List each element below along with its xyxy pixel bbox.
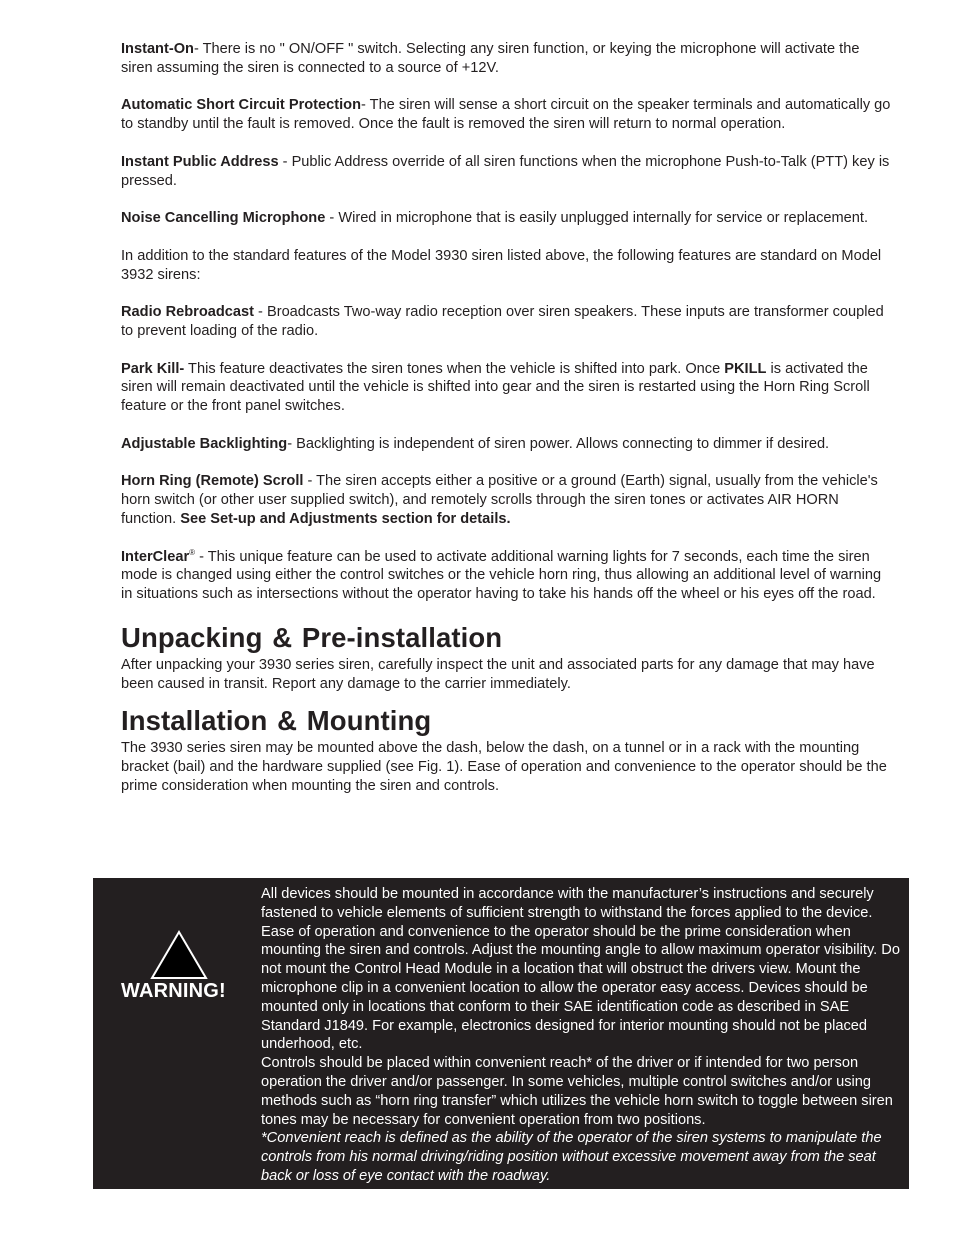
feature-term: Instant-On [121,41,194,57]
feature-text: - There is no " ON/OFF " switch. Selecting any siren function, or keying the microphone will activate the siren assuming the siren is connected to a source of +12V. [121,41,860,76]
feature-interclear [121,548,891,604]
feature-text: - This unique feature can be used to activate additional warning lights for 7 seconds, each time the siren mode is changed using either the control switches or the vehicle horn ring, thus allowing an additional level of warning in situations such as intersections without the operator having to take his hands off the wheel or his eyes off the road. [121,548,882,603]
feature-text: - Wired in microphone that is easily unplugged internally for service or replacement. [325,210,868,227]
warning-label: WARNING! [121,980,226,1002]
installation-body: The 3930 series siren may be mounted above the dash, below the dash, on a tunnel or in a rack with the mounting bracket (bail) and the hardware supplied (see Fig. 1). Ease of operation and convenience to the operator should be the prime consideration when mounting the siren and controls. [121,740,887,794]
feature-term: Instant Public Address [121,153,279,170]
warning-paragraph-controls: Controls should be placed within convenient reach* of the driver or if intended for two person operation the driver and/or passenger. In some vehicles, multiple control switches and/or using methods such as “horn ring transfer” which utilizes the vehicle horn switch to toggle between siren tones may be necessary for convenient operation from two positions. [261,1055,893,1128]
heading-installation: Installation & Mounting [121,705,432,737]
pkill-term: PKILL [724,360,767,377]
feature-term: Automatic Short Circuit Protection [121,97,361,114]
feature-term: Park Kill- [121,360,185,377]
heading-unpacking: Unpacking & Pre-installation [121,621,503,653]
feature-short-circuit [121,96,891,134]
feature-backlighting [121,435,891,454]
feature-term: InterClear [121,548,190,565]
feature-horn-ring [121,472,891,528]
feature-term: Radio Rebroadcast [121,304,254,321]
feature-text: This feature deactivates the siren tones when the vehicle is shifted into park. Once [184,360,725,377]
feature-text: - Broadcasts Two-way radio reception over siren speakers. These inputs are transformer coupled to prevent loading of the radio. [121,304,884,339]
feature-text: - The siren will sense a short circuit on the speaker terminals and automatically go to standby until the fault is removed. Once the fault is removed the siren will return to normal operation. [121,97,891,133]
see-setup-note: See Set-up and Adjustments section for details. [180,510,511,527]
warning-footnote: *Convenient reach is defined as the ability of the operator of the siren systems to manipulate the controls from his normal driving/riding position without excessive movement away from the seat back or loss of eye contact with the roadway. [261,1130,882,1184]
feature-radio-rebroadcast [121,303,891,341]
feature-text: is activated the siren will remain deactivated until the vehicle is shifted into gear and the siren is restarted using the Horn Ring Scroll feature or the front panel switches. [121,360,870,415]
feature-text: - Public Address override of all siren functions when the microphone Push-to-Talk (PTT) key is pressed. [121,153,890,189]
unpacking-body: After unpacking your 3930 series siren, carefully inspect the unit and associated parts for any damage that may have been caused in transit. Report any damage to the carrier immediately. [121,656,875,692]
document-body [121,40,891,796]
warning-text [261,885,903,1186]
feature-public-address [121,153,891,191]
registered-mark: ® [189,547,196,557]
feature-term: Horn Ring (Remote) Scroll [121,473,304,490]
feature-microphone [121,209,891,228]
feature-term: Adjustable Backlighting [121,435,288,452]
feature-term: Noise Cancelling Microphone [121,210,326,227]
feature-text: - Backlighting is independent of siren power. Allows connecting to dimmer if desired. [287,435,830,452]
warning-triangle-icon [150,930,208,980]
feature-park-kill [121,360,891,416]
feature-instant-on [121,40,891,78]
intro-3932: In addition to the standard features of the Model 3930 siren listed above, the following features are standard on Model 3932 sirens: [121,247,882,283]
feature-text: - The siren accepts either a positive or a ground (Earth) signal, usually from the vehicle's horn switch (or other user supplied switch), and remotely scrolls through the siren tones or activates AIR HORN function. [121,473,878,527]
warning-paragraph-mounting: All devices should be mounted in accordance with the manufacturer’s instructions and securely fastened to vehicle elements of sufficient strength to withstand the forces applied to the device. Ease of operation and convenience to the operator should be the prime consideration when mounting the siren and controls. Adjust the mounting angle to allow maximum operator visibility. Do not mount the Control Head Module in a location that will obstruct the drivers view. Mount the microphone clip in a convenient location to allow the operator easy access. Devices should be mounted only in locations that conform to their SAE identification code as described in SAE Standard J1849. For example, electronics designed for interior mounting should not be placed underhood, etc. [261,886,900,1053]
